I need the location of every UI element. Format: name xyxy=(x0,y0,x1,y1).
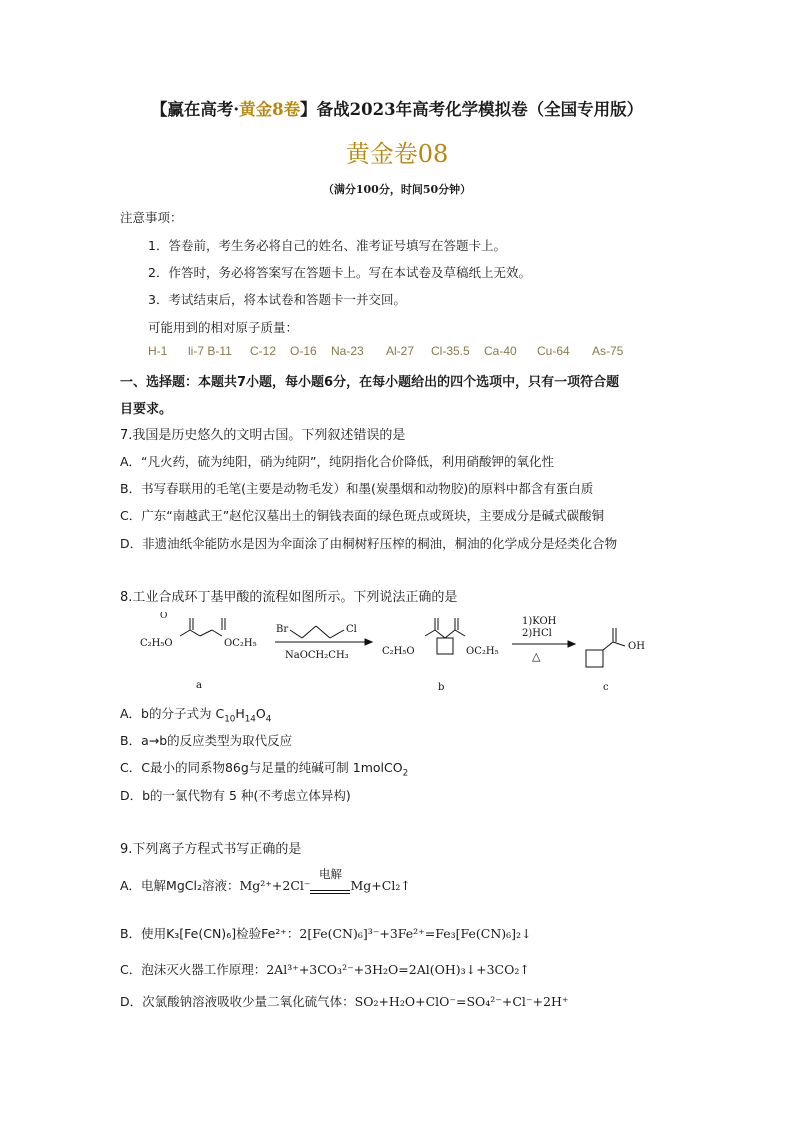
atomic-mass: li-7 B-11 xyxy=(188,344,232,358)
question-7-stem: 7.我国是历史悠久的文明古国。下列叙述错误的是 xyxy=(120,428,406,443)
c-hydroxyl: OH xyxy=(628,641,645,652)
reaction-scheme xyxy=(140,612,660,697)
note-item: 1．答卷前，考生务必将自己的姓名、准考证号填写在答题卡上。 xyxy=(148,238,506,253)
atomic-mass: Al-27 xyxy=(386,344,415,358)
electrolysis-condition: 电解 xyxy=(318,867,342,881)
molecule-b xyxy=(425,618,465,654)
b-left-group: C₂H₅O xyxy=(382,646,415,657)
reagent-chain xyxy=(290,626,344,638)
question-8-option-c: C．C最小的同系物86g与足量的纯碱可制 1molCO$_2$ xyxy=(120,760,409,779)
reagent-br: Br xyxy=(276,624,289,635)
atomic-mass: C-12 xyxy=(250,344,277,358)
label-b: b xyxy=(438,682,445,693)
section-heading: 一、选择题：本题共7小题，每小题6分，在每小题给出的四个选项中，只有一项符合题 xyxy=(120,375,620,390)
atomic-mass: O-16 xyxy=(290,344,317,358)
a-left-group: C₂H₅O xyxy=(140,638,173,649)
a-oxygen-1: O xyxy=(160,612,168,621)
question-7-option-c: C．广东“南越武王”赵佗汉墓出土的铜钱表面的绿色斑点或斑块，主要成分是碱式碳酸铜 xyxy=(120,508,605,523)
atomic-mass: Ca-40 xyxy=(484,344,517,358)
atomic-mass: As-75 xyxy=(592,344,624,358)
question-9-option-c: C．泡沫灭火器工作原理：2Al³⁺+3CO₃²⁻+3H₂O=2Al(OH)₃↓+3CO₂↑ xyxy=(120,962,530,977)
question-7-option-b: B．书写春联用的毛笔(主要是动物毛发）和墨(炭墨烟和动物胶)的原料中都含有蛋白质 xyxy=(120,481,594,496)
atomic-mass: Cl-35.5 xyxy=(431,344,470,358)
molecule-c xyxy=(586,628,625,667)
note-item: 2．作答时，务必将答案写在答题卡上。写在本试卷及草稿纸上无效。 xyxy=(148,265,531,280)
score-note: （满分100分，时间50分钟） xyxy=(322,183,472,196)
header-suffix: 】备战2023年高考化学模拟卷（全国专用版） xyxy=(300,100,644,119)
question-9-option-a: A．电解MgCl₂溶液：Mg²⁺+2Cl⁻ 电解 Mg+Cl₂↑ xyxy=(120,867,411,893)
notes-title: 注意事项： xyxy=(120,210,183,225)
question-7-option-d: D．非遗油纸伞能防水是因为伞面涂了由桐树籽压榨的桐油，桐油的化学成分是烃类化合物 xyxy=(120,536,618,551)
question-9-option-d: D．次氯酸钠溶液吸收少量二氧化硫气体：SO₂+H₂O+ClO⁻=SO₄²⁻+Cl⁻+2H⁺ xyxy=(120,994,569,1009)
molecule-a xyxy=(180,618,225,636)
question-7-option-a: A．“凡火药，硫为纯阳，硝为纯阴”，纯阴指化合价降低，利用硝酸钾的氧化性 xyxy=(120,454,555,469)
question-8-option-a: A．b的分子式为 $C_{10}H_{14}O_4$ xyxy=(120,706,272,725)
header-gold-text: 黄金8卷 xyxy=(239,100,301,119)
label-c: c xyxy=(603,682,609,693)
atomic-mass: Cu-64 xyxy=(537,344,570,358)
atomic-mass: H-1 xyxy=(148,344,168,358)
condition-1: 1)KOH xyxy=(522,616,557,627)
arrow-2 xyxy=(512,641,575,647)
question-8-option-b: B．a→b的反应类型为取代反应 xyxy=(120,733,293,748)
question-8-stem: 8.工业合成环丁基甲酸的流程如图所示。下列说法正确的是 xyxy=(120,590,458,605)
note-item: 3．考试结束后，将本试卷和答题卡一并交回。 xyxy=(148,292,406,307)
section-heading-cont: 目要求。 xyxy=(120,402,173,417)
question-8-option-d: D．b的一氯代物有 5 种(不考虑立体异构) xyxy=(120,788,351,803)
condition-heat: △ xyxy=(532,650,541,663)
reagent-base: NaOCH₂CH₃ xyxy=(285,650,349,661)
paper-subtitle: 黄金卷08 xyxy=(345,140,449,168)
atomic-mass-title: 可能用到的相对原子质量： xyxy=(148,320,299,335)
paper-header xyxy=(0,96,794,120)
reagent-cl: Cl xyxy=(346,624,357,635)
header-prefix: 【赢在高考· xyxy=(150,100,240,119)
label-a: a xyxy=(196,680,202,691)
arrow-1 xyxy=(275,639,372,645)
a-right-group: OC₂H₅ xyxy=(224,638,257,649)
atomic-mass: Na-23 xyxy=(331,344,364,358)
question-9-option-b: B．使用K₃[Fe(CN)₆]检验Fe²⁺：2[Fe(CN)₆]³⁻+3Fe²⁺=Fe₃[Fe(CN)₆]₂↓ xyxy=(120,926,532,941)
b-right-group: OC₂H₅ xyxy=(466,646,499,657)
condition-2: 2)HCl xyxy=(522,628,552,639)
question-9-stem: 9.下列离子方程式书写正确的是 xyxy=(120,842,302,857)
